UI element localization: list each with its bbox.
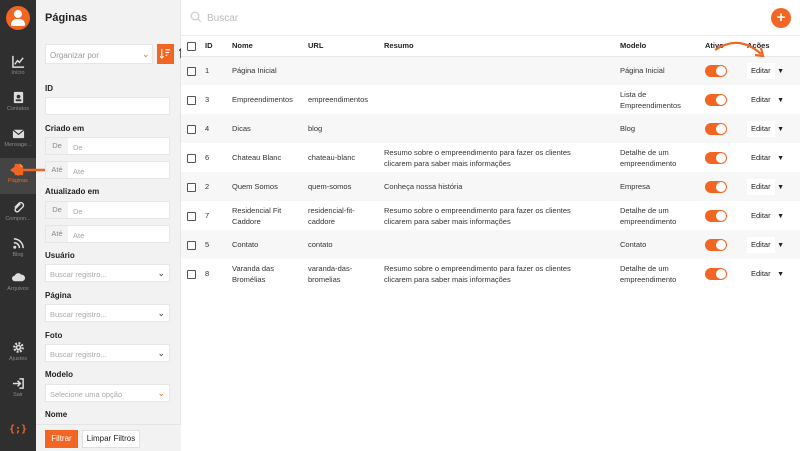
pages-table [181, 36, 800, 288]
search-icon [190, 11, 202, 23]
row-actions-cell [747, 201, 800, 230]
header-id[interactable]: ID [205, 36, 232, 56]
model-placeholder: Selecione uma opção [50, 390, 123, 399]
caret-down-icon[interactable]: ▼ [777, 154, 785, 162]
row-select-cell [181, 114, 205, 143]
edit-dropdown [747, 121, 787, 137]
row-actions-cell [747, 56, 800, 85]
rail-item-mensagens[interactable] [0, 122, 36, 158]
row-summary [384, 56, 620, 85]
edit-button[interactable]: Editar [747, 121, 775, 137]
add-page-button[interactable]: + [771, 8, 791, 28]
chevron-down-icon: ⌄ [157, 268, 165, 278]
row-id: 5 [205, 230, 232, 259]
from-placeholder: De [73, 207, 83, 216]
sort-select[interactable] [45, 44, 153, 64]
row-actions-cell [747, 230, 800, 259]
caret-down-icon[interactable]: ▼ [777, 241, 785, 249]
row-url: contato [308, 230, 384, 259]
sort-placeholder: Organizar por [50, 51, 99, 60]
row-id: 3 [205, 95, 210, 104]
chart-icon [12, 55, 25, 68]
table-row[interactable] [181, 259, 800, 288]
row-model: Empresa [620, 172, 705, 201]
photo-select[interactable] [45, 344, 170, 362]
filter-footer [36, 424, 181, 451]
to-prefix: Até [46, 162, 68, 178]
row-checkbox[interactable] [187, 212, 196, 221]
row-checkbox[interactable] [187, 125, 196, 134]
photo-label: Foto [45, 331, 63, 340]
row-url: blog [308, 114, 384, 143]
page-label: Página [45, 291, 72, 300]
rail-item-label: Arquivos [7, 286, 29, 292]
chevron-down-icon: ⌄ [157, 348, 165, 358]
table-row[interactable] [181, 143, 800, 172]
row-active-cell [705, 259, 747, 288]
active-toggle[interactable] [705, 94, 727, 106]
row-name: Página Inicial [232, 56, 308, 85]
row-summary: Resumo sobre o empreendimento para fazer os clientes clicarem para saber mais informações [384, 147, 571, 168]
edit-dropdown [747, 208, 787, 224]
edit-dropdown [747, 92, 787, 108]
row-model: Lista de Empreendimentos [620, 89, 681, 110]
caret-down-icon[interactable]: ▼ [777, 67, 785, 75]
row-checkbox[interactable] [187, 154, 196, 163]
row-url: varanda-das-bromelias [308, 263, 353, 284]
contacts-icon [12, 91, 25, 104]
table-header-row [181, 36, 800, 56]
row-name: Quem Somos [232, 172, 308, 201]
row-name: Chateau Blanc [232, 153, 282, 162]
row-select-cell [181, 230, 205, 259]
edit-button[interactable]: Editar [747, 150, 775, 166]
rail-item-blog[interactable] [0, 232, 36, 268]
edit-button[interactable]: Editar [747, 266, 775, 282]
table-row[interactable] [181, 85, 800, 114]
edit-button[interactable]: Editar [747, 237, 775, 253]
rail-item-label: Mensage... [4, 142, 32, 148]
active-toggle[interactable] [705, 65, 727, 77]
header-active[interactable]: Ativo [705, 36, 747, 56]
row-active-cell [705, 143, 747, 172]
logout-icon [12, 377, 25, 390]
user-label: Usuário [45, 251, 75, 260]
caret-down-icon[interactable]: ▼ [777, 96, 785, 104]
active-toggle[interactable] [705, 239, 727, 251]
chevron-down-icon: ⌄ [157, 308, 165, 318]
row-id: 1 [205, 56, 232, 85]
row-actions-cell [747, 143, 800, 172]
page-icon [12, 163, 25, 176]
row-name: Varanda das Bromélias [232, 263, 274, 284]
caret-down-icon[interactable]: ▼ [777, 183, 785, 191]
row-summary: Conheça nossa história [384, 172, 620, 201]
edit-dropdown [747, 150, 787, 166]
sort-desc-icon [160, 48, 171, 59]
model-label: Modelo [45, 370, 73, 379]
table-body [181, 56, 800, 288]
sort-descending-button[interactable] [157, 44, 174, 64]
table-row[interactable] [181, 172, 800, 201]
id-label: ID [45, 84, 53, 93]
row-model: Detalhe de um empreendimento [620, 263, 677, 284]
header-actions: Ações [747, 36, 800, 56]
updated-from-input[interactable] [45, 201, 170, 219]
to-prefix: Até [46, 226, 68, 242]
row-select-cell [181, 201, 205, 230]
rail-item-ajustes[interactable] [0, 336, 36, 372]
row-summary [384, 114, 620, 143]
row-model: Detalhe de um empreendimento [620, 205, 677, 226]
row-select-cell [181, 172, 205, 201]
code-bracket-icon[interactable]: {;} [8, 424, 28, 435]
rail-item-label: Blog [12, 252, 24, 258]
row-name: Dicas [232, 114, 308, 143]
row-checkbox[interactable] [187, 96, 196, 105]
row-name: Contato [232, 230, 308, 259]
table-row[interactable] [181, 56, 800, 85]
created-label: Criado em [45, 124, 85, 133]
chevron-down-icon: ⌄ [157, 388, 165, 398]
active-toggle[interactable] [705, 210, 727, 222]
rail-item-label: Contatos [6, 106, 29, 112]
rail-item-paginas[interactable] [0, 158, 36, 194]
search-input[interactable] [207, 10, 747, 26]
rail-item-contatos[interactable] [0, 86, 36, 122]
row-active-cell [705, 114, 747, 143]
row-actions-cell [747, 85, 800, 114]
model-select[interactable] [45, 384, 170, 402]
user-placeholder: Buscar registro... [50, 270, 107, 279]
row-id: 2 [205, 172, 232, 201]
row-actions-cell [747, 114, 800, 143]
row-summary [384, 230, 620, 259]
active-toggle[interactable] [705, 268, 727, 280]
active-toggle[interactable] [705, 181, 727, 193]
to-placeholder: Até [73, 231, 85, 240]
row-name: Empreendimentos [232, 95, 293, 104]
row-select-cell [181, 56, 205, 85]
header-model[interactable]: Modelo [620, 36, 705, 56]
name-label: Nome [45, 410, 68, 419]
caret-down-icon[interactable]: ▼ [777, 125, 785, 133]
table-row[interactable] [181, 201, 800, 230]
row-url: residencial-fit-caddore [308, 205, 355, 226]
filter-button[interactable]: Filtrar [45, 430, 78, 448]
active-toggle[interactable] [705, 152, 727, 164]
rail-item-sair[interactable] [0, 372, 36, 408]
row-summary: Resumo sobre o empreendimento para fazer os clientes clicarem para saber mais informações [384, 205, 571, 226]
edit-button[interactable]: Editar [747, 179, 775, 195]
select-all-cell [181, 36, 205, 56]
page-select[interactable] [45, 304, 170, 322]
row-checkbox[interactable] [187, 183, 196, 192]
id-input[interactable] [45, 97, 170, 115]
row-summary: Resumo sobre o empreendimento para fazer os clientes clicarem para saber mais informações [384, 263, 571, 284]
row-checkbox[interactable] [187, 241, 196, 250]
header-url[interactable]: URL [308, 36, 384, 56]
user-avatar-icon[interactable] [6, 6, 30, 30]
row-id: 7 [205, 211, 210, 220]
rail-item-componentes[interactable] [0, 196, 36, 232]
row-summary [384, 85, 620, 114]
rail-item-label: Início [11, 70, 25, 76]
created-to-input[interactable] [45, 161, 170, 179]
from-placeholder: De [73, 143, 83, 152]
row-id: 4 [205, 114, 232, 143]
page-title: Páginas [45, 12, 88, 24]
row-actions-cell [747, 259, 800, 288]
edit-dropdown [747, 179, 787, 195]
row-url: chateau-blanc [308, 153, 356, 162]
rail-item-label: Sair [13, 392, 23, 398]
edit-dropdown [747, 63, 787, 79]
filter-panel [36, 0, 181, 451]
row-model: Detalhe de um empreendimento [620, 147, 677, 168]
from-prefix: De [46, 138, 68, 154]
rail-item-label: Páginas [8, 178, 28, 184]
main-content [181, 0, 800, 451]
row-url: quem-somos [308, 172, 384, 201]
paperclip-icon [12, 201, 25, 214]
select-all-checkbox[interactable] [187, 42, 196, 51]
row-select-cell [181, 143, 205, 172]
gear-icon [12, 341, 25, 354]
to-placeholder: Até [73, 167, 85, 176]
row-select-cell [181, 259, 205, 288]
row-actions-cell [747, 172, 800, 201]
page-placeholder: Buscar registro... [50, 310, 107, 319]
nav-rail [0, 0, 36, 451]
updated-label: Atualizado em [45, 187, 100, 196]
row-checkbox[interactable] [187, 270, 196, 279]
rail-item-label: Compon... [5, 216, 31, 222]
rail-item-arquivos[interactable] [0, 266, 36, 302]
caret-down-icon[interactable]: ▼ [777, 270, 785, 278]
row-select-cell [181, 85, 205, 114]
table-row[interactable] [181, 114, 800, 143]
row-model: Blog [620, 114, 705, 143]
table-row[interactable] [181, 230, 800, 259]
row-model: Contato [620, 230, 705, 259]
row-url [308, 56, 384, 85]
edit-dropdown [747, 266, 787, 282]
rail-item-label: Ajustes [8, 356, 28, 362]
rail-item-inicio[interactable] [0, 50, 36, 86]
edit-dropdown [747, 237, 787, 253]
from-prefix: De [46, 202, 68, 218]
rss-icon [12, 237, 25, 250]
edit-button[interactable]: Editar [747, 208, 775, 224]
search-bar [181, 0, 800, 36]
edit-button[interactable]: Editar [747, 92, 775, 108]
row-url: empreendimentos [308, 95, 369, 104]
caret-down-icon[interactable]: ▼ [777, 212, 785, 220]
row-id: 6 [205, 153, 210, 162]
mail-icon [12, 127, 25, 140]
header-summary[interactable]: Resumo [384, 36, 620, 56]
row-active-cell [705, 85, 747, 114]
active-toggle[interactable] [705, 123, 727, 135]
edit-button[interactable]: Editar [747, 63, 775, 79]
row-checkbox[interactable] [187, 67, 196, 76]
row-model: Página Inicial [620, 56, 705, 85]
row-id: 8 [205, 269, 210, 278]
photo-placeholder: Buscar registro... [50, 350, 107, 359]
cloud-icon [12, 271, 25, 284]
created-from-input[interactable] [45, 137, 170, 155]
row-active-cell [705, 172, 747, 201]
header-name[interactable]: Nome [232, 36, 308, 56]
updated-to-input[interactable] [45, 225, 170, 243]
row-active-cell [705, 201, 747, 230]
user-select[interactable] [45, 264, 170, 282]
row-name: Residencial Fit Caddore [232, 205, 282, 226]
row-active-cell [705, 56, 747, 85]
chevron-down-icon: ⌄ [142, 49, 150, 59]
clear-filters-button[interactable]: Limpar Filtros [82, 430, 140, 448]
row-active-cell [705, 230, 747, 259]
